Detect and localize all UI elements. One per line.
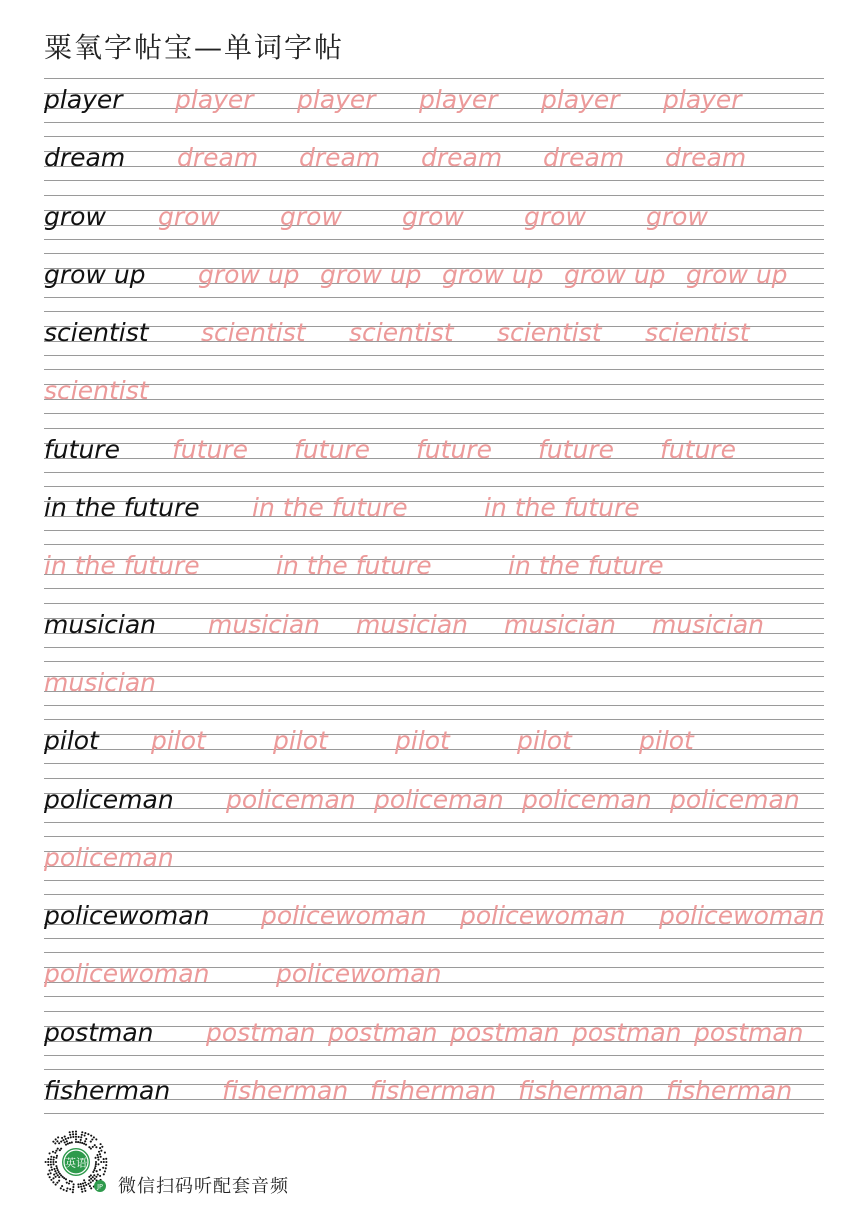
tracing-word: pilot bbox=[639, 726, 694, 756]
tracing-word: future bbox=[172, 434, 248, 464]
rule-line bbox=[44, 1113, 824, 1114]
tracing-word: fisherman bbox=[518, 1076, 645, 1106]
tracing-word: player bbox=[175, 85, 254, 114]
tracing-word: grow up bbox=[564, 259, 666, 289]
rule-line bbox=[44, 1069, 824, 1070]
tracing-word: pilot bbox=[517, 726, 572, 756]
rule-line bbox=[44, 122, 824, 123]
tracing-word: dream bbox=[421, 143, 503, 173]
tracing-word: pilot bbox=[273, 726, 328, 756]
rule-line bbox=[44, 486, 824, 487]
writing-row bbox=[44, 253, 824, 311]
tracing-word: policeman bbox=[522, 784, 652, 814]
tracing-word: policewoman bbox=[659, 901, 825, 931]
rule-line bbox=[44, 1011, 824, 1012]
tracing-word: fisherman bbox=[370, 1076, 497, 1106]
rule-line bbox=[44, 544, 824, 545]
tracing-word: grow bbox=[524, 201, 586, 231]
rule-line bbox=[44, 428, 824, 429]
writing-row bbox=[44, 952, 824, 1010]
tracing-word: grow up bbox=[320, 259, 422, 289]
tracing-word: policeman bbox=[44, 842, 174, 872]
footer bbox=[42, 1128, 442, 1198]
model-word: grow bbox=[44, 201, 106, 231]
writing-row bbox=[44, 719, 824, 777]
writing-row bbox=[44, 603, 824, 661]
rule-line bbox=[44, 399, 824, 400]
writing-row bbox=[44, 544, 824, 602]
rule-line bbox=[44, 647, 824, 648]
rule-line bbox=[44, 938, 824, 939]
writing-row bbox=[44, 136, 824, 194]
writing-row bbox=[44, 778, 824, 836]
writing-row bbox=[44, 1011, 824, 1069]
rule-line bbox=[44, 661, 824, 662]
tracing-word: scientist bbox=[497, 318, 602, 348]
tracing-word: policeman bbox=[670, 784, 800, 814]
rule-line bbox=[44, 676, 824, 677]
tracing-word: scientist bbox=[44, 376, 149, 406]
tracing-word: player bbox=[419, 85, 498, 114]
audio-caption: 微信扫码听配套音频 bbox=[118, 1176, 289, 1197]
writing-row bbox=[44, 836, 824, 894]
writing-row bbox=[44, 894, 824, 952]
page-title: 粟氧字帖宝—单词字帖 bbox=[44, 31, 345, 64]
rule-line bbox=[44, 413, 824, 414]
tracing-word: scientist bbox=[645, 318, 750, 348]
qr-corner-label: JP bbox=[97, 1182, 103, 1191]
writing-row bbox=[44, 1069, 824, 1127]
writing-row bbox=[44, 428, 824, 486]
rule-line bbox=[44, 472, 824, 473]
tracing-word: scientist bbox=[201, 318, 306, 348]
tracing-word: musician bbox=[208, 609, 321, 639]
rule-line bbox=[44, 705, 824, 706]
tracing-word: grow bbox=[402, 201, 464, 231]
rule-line bbox=[44, 996, 824, 997]
tracing-word: policeman bbox=[226, 784, 356, 814]
model-word: policewoman bbox=[44, 901, 210, 931]
qr-code-icon[interactable] bbox=[42, 1128, 110, 1196]
model-word: pilot bbox=[44, 726, 99, 756]
tracing-word: dream bbox=[177, 143, 259, 173]
tracing-word: musician bbox=[504, 609, 617, 639]
model-word: in the future bbox=[44, 493, 200, 523]
tracing-word: in the future bbox=[252, 493, 408, 523]
tracing-word: musician bbox=[44, 667, 157, 697]
rule-line bbox=[44, 355, 824, 356]
rule-line bbox=[44, 778, 824, 779]
rule-line bbox=[44, 78, 824, 79]
rule-line bbox=[44, 369, 824, 370]
rule-line bbox=[44, 952, 824, 953]
tracing-word: postman bbox=[328, 1017, 438, 1047]
rule-line bbox=[44, 239, 824, 240]
tracing-word: future bbox=[294, 434, 370, 464]
tracing-word: postman bbox=[450, 1017, 560, 1047]
tracing-word: player bbox=[663, 85, 742, 114]
model-word: scientist bbox=[44, 318, 149, 348]
tracing-word: dream bbox=[299, 143, 381, 173]
tracing-word: future bbox=[538, 434, 614, 464]
writing-row bbox=[44, 311, 824, 369]
tracing-word: policewoman bbox=[276, 959, 442, 989]
tracing-word: future bbox=[416, 434, 492, 464]
model-word: musician bbox=[44, 609, 157, 639]
rule-line bbox=[44, 180, 824, 181]
tracing-word: policewoman bbox=[460, 901, 626, 931]
tracing-word: scientist bbox=[349, 318, 454, 348]
rule-line bbox=[44, 253, 824, 254]
rule-line bbox=[44, 1055, 824, 1056]
rule-line bbox=[44, 588, 824, 589]
tracing-word: player bbox=[541, 85, 620, 114]
model-word: fisherman bbox=[44, 1076, 171, 1106]
tracing-word: postman bbox=[206, 1017, 316, 1047]
rule-line bbox=[44, 880, 824, 881]
tracing-word: in the future bbox=[276, 551, 432, 581]
tracing-word: player bbox=[297, 85, 376, 114]
writing-row bbox=[44, 369, 824, 427]
tracing-word: fisherman bbox=[222, 1076, 349, 1106]
rule-line bbox=[44, 603, 824, 604]
tracing-word: pilot bbox=[395, 726, 450, 756]
rule-line bbox=[44, 719, 824, 720]
qr-badge-label: 英语 bbox=[65, 1156, 87, 1170]
tracing-word: policewoman bbox=[44, 959, 210, 989]
tracing-word: grow bbox=[158, 201, 220, 231]
rule-line bbox=[44, 836, 824, 837]
tracing-word: grow up bbox=[686, 259, 788, 289]
rule-line bbox=[44, 822, 824, 823]
tracing-word: dream bbox=[543, 143, 625, 173]
model-word: policeman bbox=[44, 784, 174, 814]
model-word: player bbox=[44, 85, 123, 114]
rule-line bbox=[44, 763, 824, 764]
tracing-word: grow up bbox=[442, 259, 544, 289]
model-word: postman bbox=[44, 1017, 154, 1047]
tracing-word: fisherman bbox=[666, 1076, 793, 1106]
rule-line bbox=[44, 136, 824, 137]
rule-line bbox=[44, 384, 824, 385]
tracing-word: policewoman bbox=[261, 901, 427, 931]
tracing-word: in the future bbox=[44, 551, 200, 581]
writing-row bbox=[44, 486, 824, 544]
rule-line bbox=[44, 311, 824, 312]
tracing-word: in the future bbox=[484, 493, 640, 523]
rule-line bbox=[44, 195, 824, 196]
writing-row bbox=[44, 78, 824, 136]
tracing-word: future bbox=[660, 434, 736, 464]
tracing-word: grow up bbox=[198, 259, 300, 289]
tracing-word: policeman bbox=[374, 784, 504, 814]
tracing-word: postman bbox=[694, 1017, 804, 1047]
rule-line bbox=[44, 691, 824, 692]
tracing-word: postman bbox=[572, 1017, 682, 1047]
tracing-word: musician bbox=[652, 609, 765, 639]
model-word: dream bbox=[44, 143, 126, 173]
writing-row bbox=[44, 195, 824, 253]
tracing-word: grow bbox=[280, 201, 342, 231]
tracing-word: in the future bbox=[508, 551, 664, 581]
rule-line bbox=[44, 297, 824, 298]
tracing-word: dream bbox=[665, 143, 747, 173]
rule-line bbox=[44, 894, 824, 895]
tracing-word: musician bbox=[356, 609, 469, 639]
tracing-word: pilot bbox=[151, 726, 206, 756]
rule-line bbox=[44, 530, 824, 531]
tracing-word: grow bbox=[646, 201, 708, 231]
writing-row bbox=[44, 661, 824, 719]
model-word: future bbox=[44, 434, 120, 464]
model-word: grow up bbox=[44, 259, 146, 289]
writing-sheet bbox=[44, 78, 824, 1127]
